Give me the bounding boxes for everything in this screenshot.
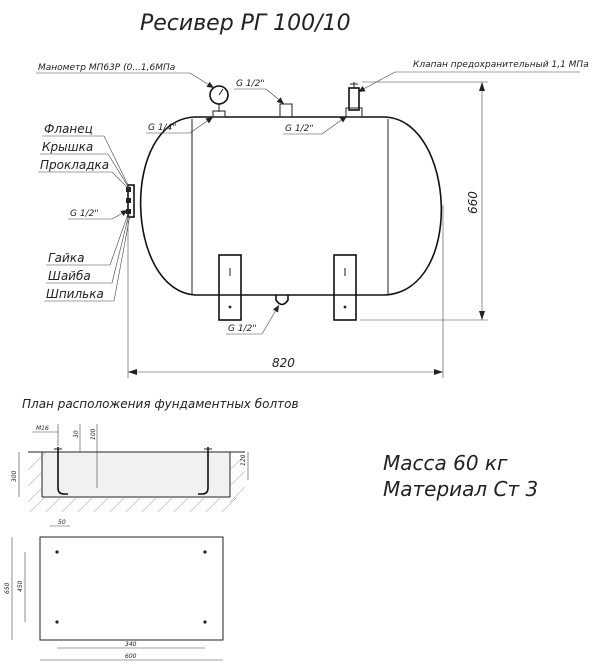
valve-port-label: G 1/2" [285,124,314,134]
material-spec: Материал Ст 3 [383,477,539,501]
foundation-plan-view [4,537,223,660]
top-port-label: G 1/2" [236,79,265,89]
bolt-hole-1 [55,550,58,553]
flange-label: Фланец [44,122,93,136]
gasket-label: Прокладка [40,158,110,172]
manometer-needle [219,89,223,95]
support-left-hole [229,306,232,309]
receiver-vessel [126,82,441,320]
mass-spec: Масса 60 кг [383,451,508,475]
dim-340-label: 340 [125,641,137,648]
bolt-hole-3 [55,620,58,623]
washer-leader [112,214,129,283]
dim-50-label: 50 [58,519,66,526]
manometer-leader [190,73,214,88]
foundation-block-fill [42,452,230,497]
plan-outline [40,537,223,640]
bolt-hole-2 [203,550,206,553]
support-left [219,255,241,320]
callouts [36,60,589,334]
foundation-section [11,424,248,526]
cover-leader [108,154,129,188]
dim-100-label: 100 [90,428,97,440]
safety-valve [349,88,359,110]
nut-label: Гайка [48,251,85,265]
dim-650-label: 650 [4,582,11,594]
side-port-label: G 1/2" [70,209,99,219]
drawing-title: Ресивер РГ 100/10 [140,11,351,36]
bolt-bottom [126,209,131,214]
cover-label: Крышка [42,140,94,154]
support-right-hole [344,306,347,309]
dim-600-label: 600 [125,653,137,660]
dim-450-label: 450 [17,580,24,592]
bottom-port-leader [262,305,279,334]
dim-30-label: 30 [73,430,80,438]
bolt-middle [126,198,131,203]
valve-label: Клапан предохранительный 1,1 МПа [413,60,589,70]
dim-300-label: 300 [11,470,18,482]
height-dim-label: 660 [466,191,480,214]
side-port-leader [112,210,128,219]
valve-port-leader [322,116,347,134]
top-port-leader [266,89,284,104]
manometer-port-label: G 1/4" [148,123,177,133]
stud-label: Шпилька [46,287,104,301]
top-port-fitting [280,104,292,117]
support-right [334,255,356,320]
manometer-port-leader [190,117,213,133]
bottom-port-fitting [276,295,288,305]
manometer-label: Манометр МП63Р (0...1,6МПа [38,63,176,73]
washer-label: Шайба [48,269,91,283]
bottom-port-label: G 1/2" [228,324,257,334]
bolt-size-label: М16 [36,425,49,432]
bolt-hole-4 [203,620,206,623]
stud-leader [114,215,130,301]
vessel-outline [141,117,442,295]
dim-120-label: 120 [240,454,247,466]
plan-title: План расположения фундаментных болтов [22,397,299,411]
length-dim-label: 820 [272,356,295,370]
